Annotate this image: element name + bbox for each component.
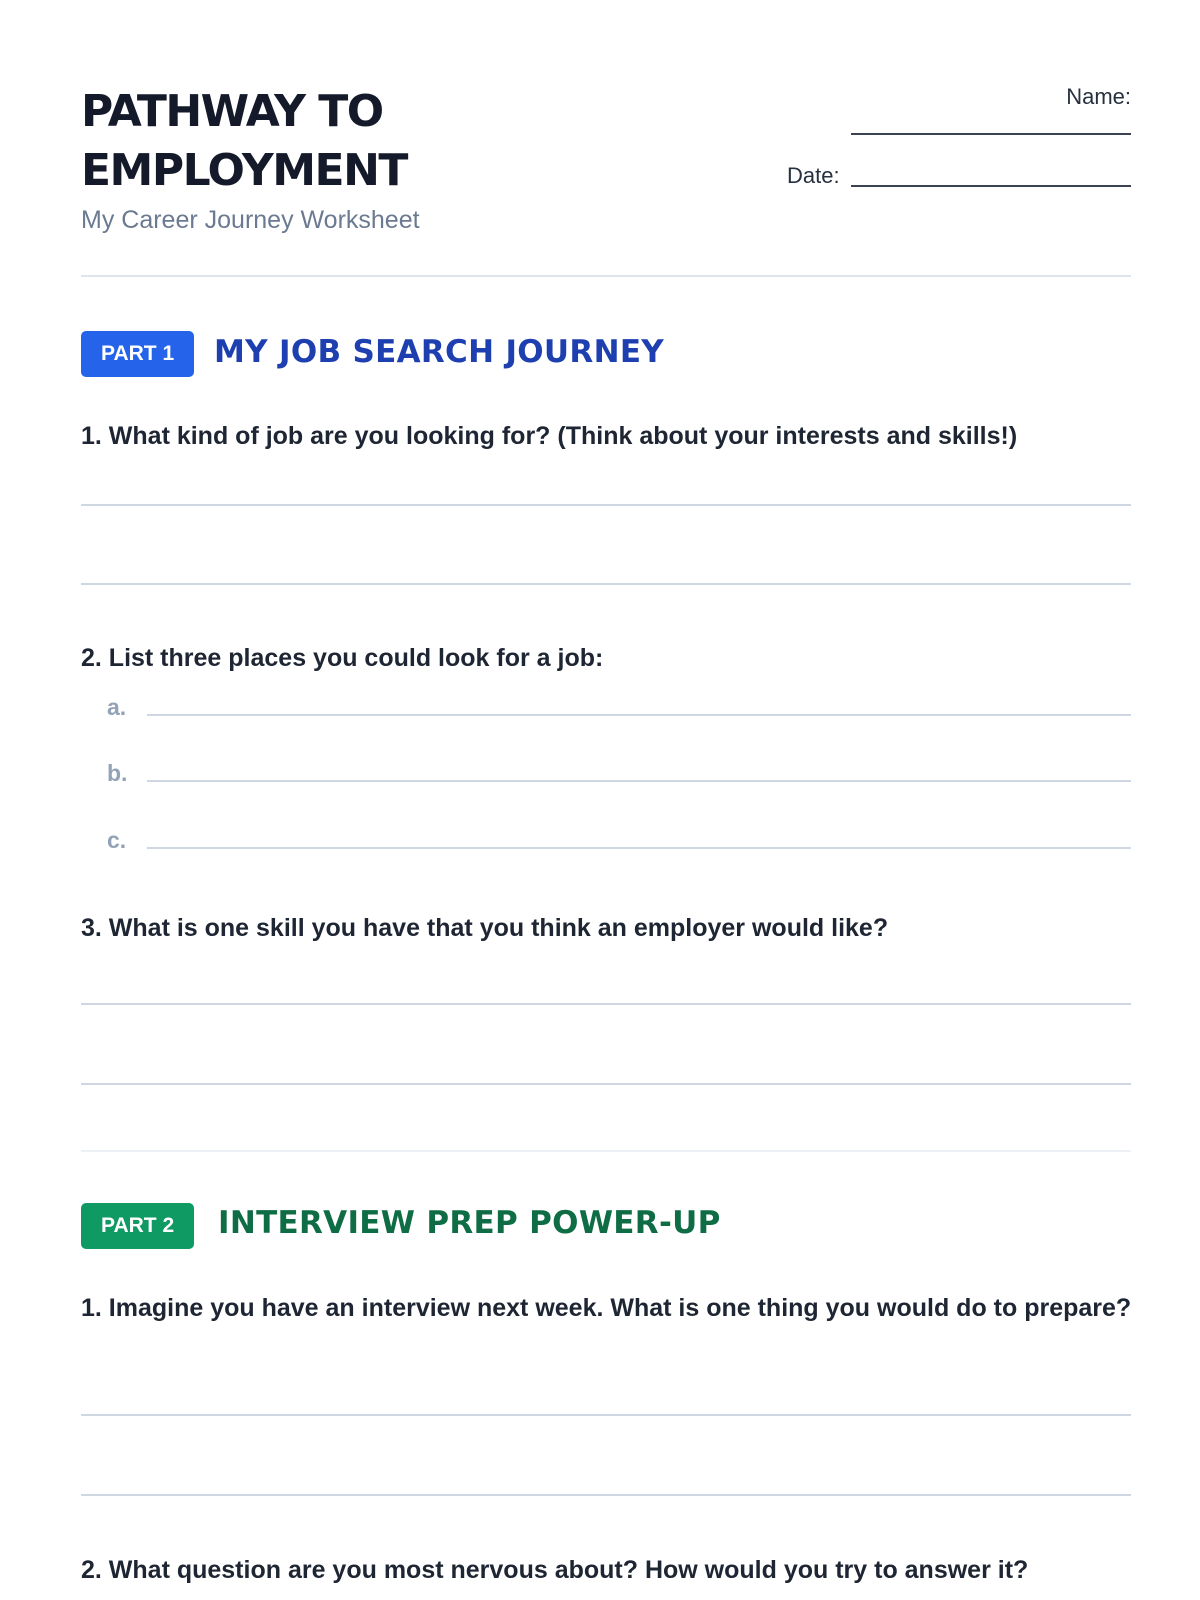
name-field[interactable] — [851, 133, 1131, 135]
date-label: Date: — [787, 163, 840, 188]
part2-heading: INTERVIEW PREP POWER-UP — [218, 1205, 721, 1241]
part2-badge: PART 2 — [81, 1203, 194, 1249]
part1-question-1: 1. What kind of job are you looking for? (Think about your interests and skills!) — [81, 422, 1018, 450]
list-item-letter: a. — [107, 694, 127, 720]
part1-badge: PART 1 — [81, 331, 194, 377]
part1-question-2: 2. List three places you could look for a job: — [81, 644, 604, 672]
list-item-line[interactable] — [147, 714, 1131, 716]
part1-question-3: 3. What is one skill you have that you think an employer would like? — [81, 914, 889, 942]
part2-question-1: 1. Imagine you have an interview next week. What is one thing you would do to prepare? — [81, 1294, 1132, 1322]
worksheet-title: PATHWAY TO EMPLOYMENT — [81, 86, 407, 196]
name-label: Name: — [1066, 84, 1131, 109]
list-item-letter: c. — [107, 827, 127, 853]
part1-heading: MY JOB SEARCH JOURNEY — [214, 334, 665, 370]
answer-line[interactable] — [81, 1494, 1131, 1496]
answer-line[interactable] — [81, 1083, 1131, 1085]
list-item-line[interactable] — [147, 847, 1131, 849]
section-divider — [81, 1150, 1131, 1152]
header-divider — [81, 275, 1131, 277]
date-field[interactable] — [851, 185, 1131, 187]
part2-question-2: 2. What question are you most nervous about? How would you try to answer it? — [81, 1556, 1029, 1584]
list-item-letter: b. — [107, 760, 128, 786]
answer-line[interactable] — [81, 583, 1131, 585]
answer-line[interactable] — [81, 1414, 1131, 1416]
list-item-line[interactable] — [147, 780, 1131, 782]
answer-line[interactable] — [81, 1003, 1131, 1005]
worksheet-subtitle: My Career Journey Worksheet — [81, 206, 420, 234]
answer-line[interactable] — [81, 504, 1131, 506]
